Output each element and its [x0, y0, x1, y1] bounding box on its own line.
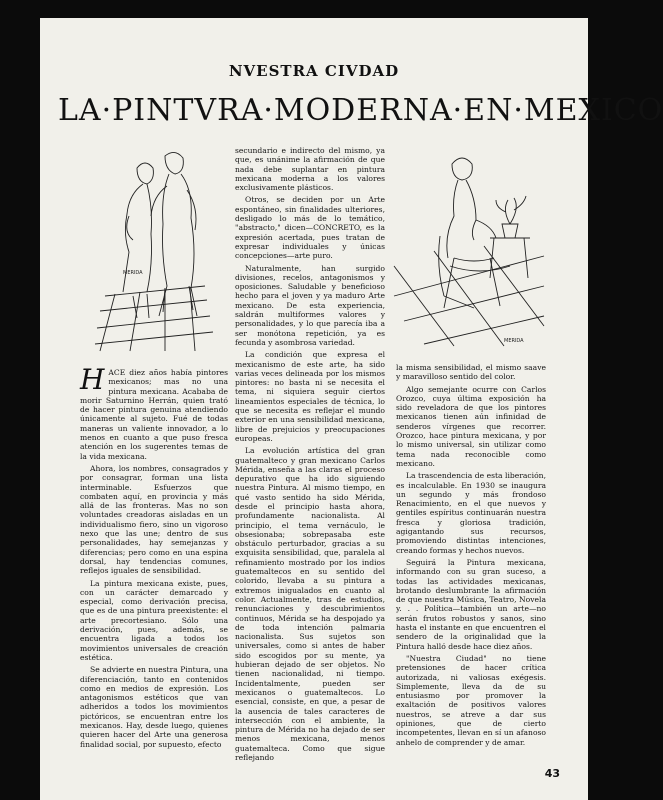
svg-text:MERIDA: MERIDA	[504, 338, 524, 344]
paragraph: La condición que expresa el mexicanismo de este arte, ha sido varias veces delineada por los mismos pintores: no basta ni se necesita el tema, ni siquiera seguir ciertos lineamientos especiales de técnica, lo que se necesita es reflejar el mundo exterior en una sensibilidad mexicana, libre de prejuicios y preocupaciones europeas.	[235, 350, 385, 443]
paragraph: La evolución artística del gran guatemalteco y gran mexicano Carlos Mérida, enseña a las claras el proceso depurativo que ha ido siguiendo nuestra Pintura. Al mismo tiempo, en qué vasto sentido ha sido Mérida, desde el principio hasta ahora, profundamente nacionalista. Al principio, el tema vernáculo, le obsesionaba; sobrepasaba este obstáculo perturbador, gracias a su exquisita sensibilidad, que, paralela al refinamiento mostrado por los indios guatemaltecos en su sentido del colorido, llevaba a su pintura a extremos inigualados en cuanto al color. Actualmente, tras de estudios, renunciaciones y descubrimientos continuos, Mérida se ha despojado ya de toda intención palmaria nacionalista. Sus sujetos son universales, como si antes de haber sido escogidos por su mente, ya hubieran dejado de ser objetos. No tienen nacionalidad, ni tiempo. Incidentalmente, pueden ser mexicanos o guatemaltecos. Lo esencial, consiste, en que, a pesar de la ausencia de tales caracteres de intersección con el ambiente, la pintura de Mérida no ha dejado de ser menos mexicana, menos guatemalteca. Como que sigue reflejando	[235, 446, 385, 762]
paragraph: La pintura mexicana existe, pues, con un carácter demarcado y especial, como derivación precisa, que es de una pintura preexistente: el arte precortesiano. Sólo una derivación, pues, además, se encuentra ligada a todos los movimientos universales de creación estética.	[80, 578, 228, 662]
paragraph: ACE diez años había pintores mexicanos; mas no una pintura mexicana. Acababa de morir Saturnino Herrán, quien trató de hacer pintura genuina atendiendo únicamente al sujeto. Fué de todas maneras un valiente innovador, a lo menos en cuanto a que puso fresca atención en los sugerentes temas de la vida mexicana.	[80, 368, 228, 461]
article-column-2	[235, 146, 385, 762]
drop-cap: H	[80, 363, 105, 396]
section-title: NVESTRA CIVDAD	[228, 62, 400, 80]
svg-text:MERIDA: MERIDA	[123, 270, 143, 276]
magazine-page	[40, 18, 663, 800]
seated-figure-illustration	[394, 146, 544, 346]
paragraph: la misma sensibilidad, el mismo saave y maravilloso sentido del color.	[396, 363, 546, 382]
paragraph: secundario e indirecto del mismo, ya que, es unánime la afirmación de que nada debe suplantar en pintura mexicana moderna a los valores exclusivamente plásticos.	[235, 146, 385, 193]
article-column-1	[80, 363, 228, 758]
paragraph: Se advierte en nuestra Pintura, una diferenciación, tanto en contenidos como en medios de expresión. Los antagonismos estéticos que van adheridos a todos los movimientos pictóricos, se encuentran entre los mexicanos. Hay, desde luego, quienes quieren hacer del Arte una generosa finalidad social, por supuesto, efecto	[80, 665, 228, 749]
paragraph: Ahora, los nombres, consagrados y por consagrar, forman una lista interminable. Esfuerzos que combaten aquí, en provincia y más allá de las fronteras. Mas no son voluntades creadoras aisladas en un individualismo fiero, sino un vigoroso nexo que las une; dentro de sus personalidades, hay semejanzas y diferencias; pero como en una espina dorsal, hay tendencias comunes, reflejos iguales de sensibilidad.	[80, 463, 228, 576]
page-number: 43	[544, 767, 560, 780]
page-title: LA·PINTVRA·MODERNA·EN·MEXICO	[58, 93, 663, 128]
article-column-3	[396, 363, 546, 758]
paragraph: Algo semejante ocurre con Carlos Orozco, cuya última exposición ha sido reveladora de que los pintores mexicanos tienen aún infinidad de senderos vírgenes que recorrer. Orozco, hace pintura mexicana, y por lo mismo universal, sin utilizar como tema nada reconocible como mexicano.	[396, 384, 546, 468]
paragraph: Seguirá la Pintura mexicana, informando con su gran suceso, a todas las actividades mexicanas, brotando deslumbrante la afirmación de que nuestra Música, Teatro, Novela y. . . Política—también un arte—no serán frutos robustos y sanos, sino hasta el instante en que encuentren el sendero de la originalidad que la Pintura halló desde hace diez años.	[396, 557, 546, 651]
paragraph: Otros, se deciden por un Arte espontáneo, sin finalidades ulteriores, desligado lo más de lo temático, "abstracto," dicen—CONCRETO, es la expresión acertada, pues tratan de expresar individuales y únicas concepciones—arte puro.	[235, 195, 385, 261]
paragraph: Naturalmente, han surgido divisiones, recelos, antagonismos y oposiciones. Saludable y beneficioso hecho para el joven y ya maduro Arte mexicano. De esta experiencia, saldrán multiformes valores y personalidades, y lo que parecía iba a ser monótona repetición, ya es fecunda y asombrosa variedad.	[235, 263, 385, 347]
two-women-illustration	[95, 146, 215, 356]
paragraph: "Nuestra Ciudad" no tiene pretensiones de hacer crítica autorizada, ni valiosas exégesis. Simplemente, lleva da de su entusiasmo por promover la exaltación de positivos valores nuestros, se atreve a dar sus opiniones, que de cierto incompetentes, llevan en sí un afanoso anhelo de comprender y de amar.	[396, 653, 546, 747]
paragraph: La trascendencia de esta liberación, es incalculable. En 1930 se inaugura un segundo y más frondoso Renacimiento, en el que nuevos y gentiles espíritus continuarán nuestra fresca y gloriosa tradición, agigantando sus recursos, promoviendo distintas intenciones, creando formas y hechos nuevos.	[396, 471, 546, 555]
